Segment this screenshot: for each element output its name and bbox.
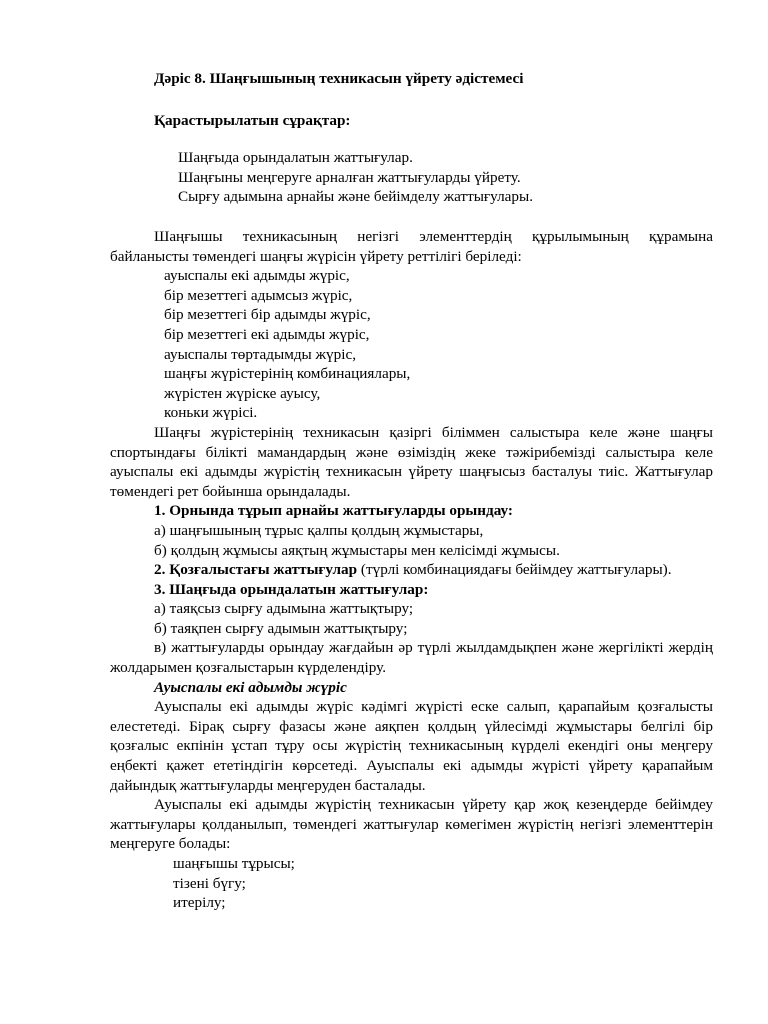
element-item: тізені бүгу; (173, 874, 246, 892)
gait-item: жүрістен жүріске ауысу, (164, 384, 321, 402)
gait-subheading: Ауыспалы екі адымды жүріс (154, 678, 347, 696)
gait-item: коньки жүрісі. (164, 404, 258, 422)
section1-heading: 1. Орнында тұрып арнайы жаттығуларды орындау: (154, 502, 513, 520)
section2-heading: 2. Қозғалыстағы жаттығулар (154, 561, 358, 579)
section1-item: б) қолдың жұмысы аяқтың жұмыстары мен келісімді жұмысы. (154, 541, 560, 559)
gait-item: бір мезеттегі екі адымды жүріс, (164, 325, 370, 343)
lecture-title: Дәріс 8. Шаңғышының техникасын үйрету әдістемесі (154, 70, 524, 87)
section3-item: а) таяқсыз сырғу адымына жаттықтыру; (154, 600, 414, 618)
gait-list (110, 266, 713, 423)
gait-item: ауыспалы екі адымды жүріс, (164, 267, 350, 285)
document-body (110, 227, 713, 913)
section3-item: б) таяқпен сырғу адымын жаттықтыру; (154, 619, 408, 637)
comparison-paragraph: Шаңғы жүрістерінің техникасын қазіргі біліммен салыстыра келе және шаңғы спортындағы білікті мамандардың және өзіміздің жеке тәжірибемізді салыстыра келе ауыспалы екі адымды жүрістің техникасын үйрету шаңғысыз басталуы тиіс. Жаттығулар төмендегі рет бойынша орындалады. (110, 423, 713, 500)
question-item: Шаңғыда орындалатын жаттығулар. (178, 149, 413, 166)
element-item: итерілу; (173, 894, 226, 912)
gait-item: бір мезеттегі бір адымды жүріс, (164, 306, 371, 324)
intro-paragraph: Шаңғышы техникасының негізгі элементтердің құрылымының құрамына байланысты төмендегі шаңғы жүрісін үйрету реттілігі беріледі: (110, 228, 713, 265)
question-item: Сырғу адымына арнайы және бейімделу жаттығулары. (178, 188, 533, 206)
section3-heading: 3. Шаңғыда орындалатын жаттығулар: (154, 580, 429, 598)
gait-item: ауыспалы төртадымды жүріс, (164, 345, 356, 363)
section2-text: (түрлі комбинациядағы бейімдеу жаттығулары). (357, 561, 672, 579)
gait-item: бір мезеттегі адымсыз жүріс, (164, 286, 353, 304)
question-item: Шаңғыны меңгеруге арналған жаттығуларды үйрету. (178, 168, 521, 186)
section3-item: в) жаттығуларды орындау жағдайын әр түрлі жылдамдықпен және жергілікті жердің жолдарымен қозғалыстарын күрделендіру. (110, 639, 713, 677)
questions-list (178, 148, 533, 207)
gait-item: шаңғы жүрістерінің комбинациялары, (164, 365, 411, 383)
questions-heading: Қарастырылатын сұрақтар: (154, 112, 351, 129)
element-item: шаңғышы тұрысы; (173, 855, 295, 872)
paragraph-b: Ауыспалы екі адымды жүрістің техникасын үйрету қар жоқ кезеңдерде бейімдеу жаттығулары қолданылып, төмендегі жаттығулар көмегімен жүрістің негізгі элементтерін меңгеруге болады: (110, 796, 713, 853)
section2-paragraph (110, 560, 713, 580)
document-page (110, 0, 713, 1024)
section1-item: а) шаңғышының тұрыс қалпы қолдың жұмыстары, (154, 521, 484, 539)
elements-list (110, 854, 713, 913)
paragraph-a: Ауыспалы екі адымды жүріс кәдімгі жүрісті еске салып, қарапайым қозғалысты елестетеді. Бірақ сырғу фазасы және аяқпен қолдың үйлесімді жұмыстары белгілі бір қозғалыс екпінін ұстап тұру осы жүрістің техникасының күрделі екендігі оны меңгеру еңбекті қажет ететіндігін көрсетеді. Ауыспалы екі адымды жүрісті үйрету қарапайым дайындық жаттығуларды меңгеруден басталады. (110, 698, 713, 794)
